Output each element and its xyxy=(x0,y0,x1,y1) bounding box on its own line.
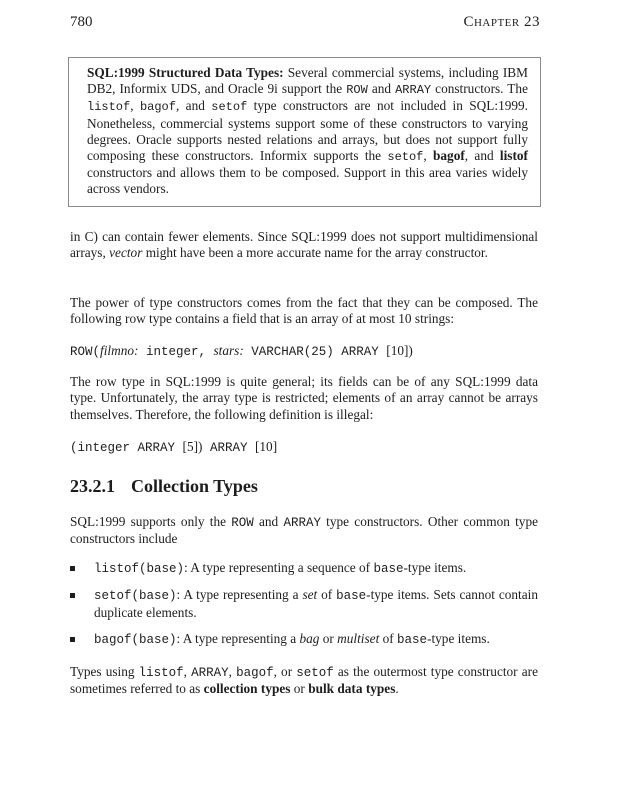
emphasis: set xyxy=(302,587,318,603)
text: , or xyxy=(273,664,297,679)
paragraph-4 xyxy=(70,514,538,548)
text: SQL:1999 supports only the xyxy=(70,514,232,529)
code-array: ARRAY xyxy=(283,516,321,530)
code: [10]) xyxy=(386,343,413,358)
paragraph-2: The power of type constructors comes from the fact that they can be composed. The following row type contains a field that is an array of at most 10 strings: xyxy=(70,295,538,327)
text: , xyxy=(228,664,237,679)
code-array: ARRAY xyxy=(395,83,432,98)
field-name: stars: xyxy=(213,343,244,358)
sidebar-box xyxy=(68,57,541,207)
code: ARRAY xyxy=(202,441,255,455)
text: -type items. xyxy=(427,631,490,647)
paragraph-3: The row type in SQL:1999 is quite general; its fields can be of any SQL:1999 data type. Unfortunately, the array type is restricted; elements of an array cannot be arrays themselves. Therefore, the following definition is illegal: xyxy=(70,374,538,422)
code: [10] xyxy=(254,439,278,454)
code-bagof: bagof xyxy=(139,100,176,115)
sidebar-text: , xyxy=(130,98,140,114)
sidebar-text: , xyxy=(423,148,434,164)
section-heading xyxy=(70,476,258,497)
code: setof xyxy=(296,666,334,680)
emphasis-vector: vector xyxy=(109,245,143,261)
code: bagof(base) xyxy=(94,633,177,648)
code-example-row xyxy=(70,343,413,359)
code: (integer ARRAY xyxy=(70,441,183,455)
text: as the outermost type constructor are sometimes referred to as xyxy=(70,664,538,697)
sidebar-text: type constructors are not included in SQL:1999. Nonetheless, commercial systems support some of these constructors to varying degrees. Oracle supports nested relations and arrays, but does not support fully composing these constructors. Informix supports the xyxy=(87,98,528,164)
code: setof(base) xyxy=(94,589,177,604)
bullet-icon xyxy=(70,593,75,598)
code: bagof xyxy=(236,666,274,680)
sidebar-text: Several commercial systems, including IBM DB2, Informix UDS, and Oracle 9i support the xyxy=(87,65,528,97)
code-setof: setof xyxy=(211,100,248,115)
sidebar-text: constructors. The xyxy=(431,81,528,97)
page-number: 780 xyxy=(70,14,93,30)
text: type constructors. Other common type constructors include xyxy=(70,514,538,547)
code-listof: listof xyxy=(87,100,131,115)
bullet-list xyxy=(70,560,538,649)
code-row: ROW xyxy=(346,83,368,98)
list-item xyxy=(70,560,538,577)
term-bulk-data-types: bulk data types xyxy=(308,681,396,697)
text: of xyxy=(317,587,337,603)
list-item xyxy=(70,631,538,648)
code-row: ROW xyxy=(231,516,254,530)
text: : A type representing a sequence of xyxy=(184,560,374,575)
emphasis: bag xyxy=(299,631,320,647)
text: , xyxy=(183,664,192,679)
code: listof(base) xyxy=(94,562,185,576)
chapter-label: Chapter 23 xyxy=(463,14,540,30)
section-number: 23.2.1 xyxy=(70,476,115,496)
sidebar-text: , and xyxy=(464,148,500,164)
page-header xyxy=(70,14,540,34)
text: or xyxy=(319,631,338,647)
term-collection-types: collection types xyxy=(203,681,291,697)
code-example-illegal xyxy=(70,439,277,455)
code: VARCHAR(25) ARRAY xyxy=(243,345,387,359)
text: or xyxy=(290,681,309,697)
field-name: filmno: xyxy=(100,343,139,358)
list-item xyxy=(70,587,538,621)
sidebar-title: SQL:1999 Structured Data Types: xyxy=(87,65,284,80)
text: . xyxy=(395,681,399,697)
code: base xyxy=(397,633,428,648)
text: -type items. xyxy=(403,560,467,575)
emphasis: multiset xyxy=(337,631,380,647)
text: might have been a more accurate name for the array constructor. xyxy=(142,245,488,261)
section-title: Collection Types xyxy=(131,476,258,496)
paragraph-5 xyxy=(70,664,538,698)
sidebar-text: constructors and allows them to be composed. Support in this area varies widely across vendors. xyxy=(87,165,528,197)
code: base xyxy=(373,562,404,576)
text: Types using xyxy=(70,664,139,679)
bold-listof: listof xyxy=(499,148,528,164)
code: ARRAY xyxy=(191,666,229,680)
text: of xyxy=(379,631,398,647)
bold-bagof: bagof xyxy=(433,148,465,164)
text: and xyxy=(253,514,284,529)
bullet-icon xyxy=(70,637,75,642)
code: listof xyxy=(138,666,184,680)
sidebar-text: and xyxy=(367,81,396,97)
code: base xyxy=(336,589,367,604)
bullet-icon xyxy=(70,566,75,571)
sidebar-text: , and xyxy=(175,98,212,114)
text: -type items. Sets cannot contain duplicate elements. xyxy=(94,587,538,620)
code: [5]) xyxy=(182,439,203,454)
text: in C) can contain fewer elements. Since SQL:1999 does not support multidimensional arrays, xyxy=(70,229,538,261)
code-setof: setof xyxy=(387,150,424,165)
paragraph-1 xyxy=(70,229,538,262)
text: : A type representing a xyxy=(176,631,300,647)
text: : A type representing a xyxy=(176,587,303,603)
code: integer, xyxy=(138,345,214,359)
code: ROW( xyxy=(70,345,101,359)
